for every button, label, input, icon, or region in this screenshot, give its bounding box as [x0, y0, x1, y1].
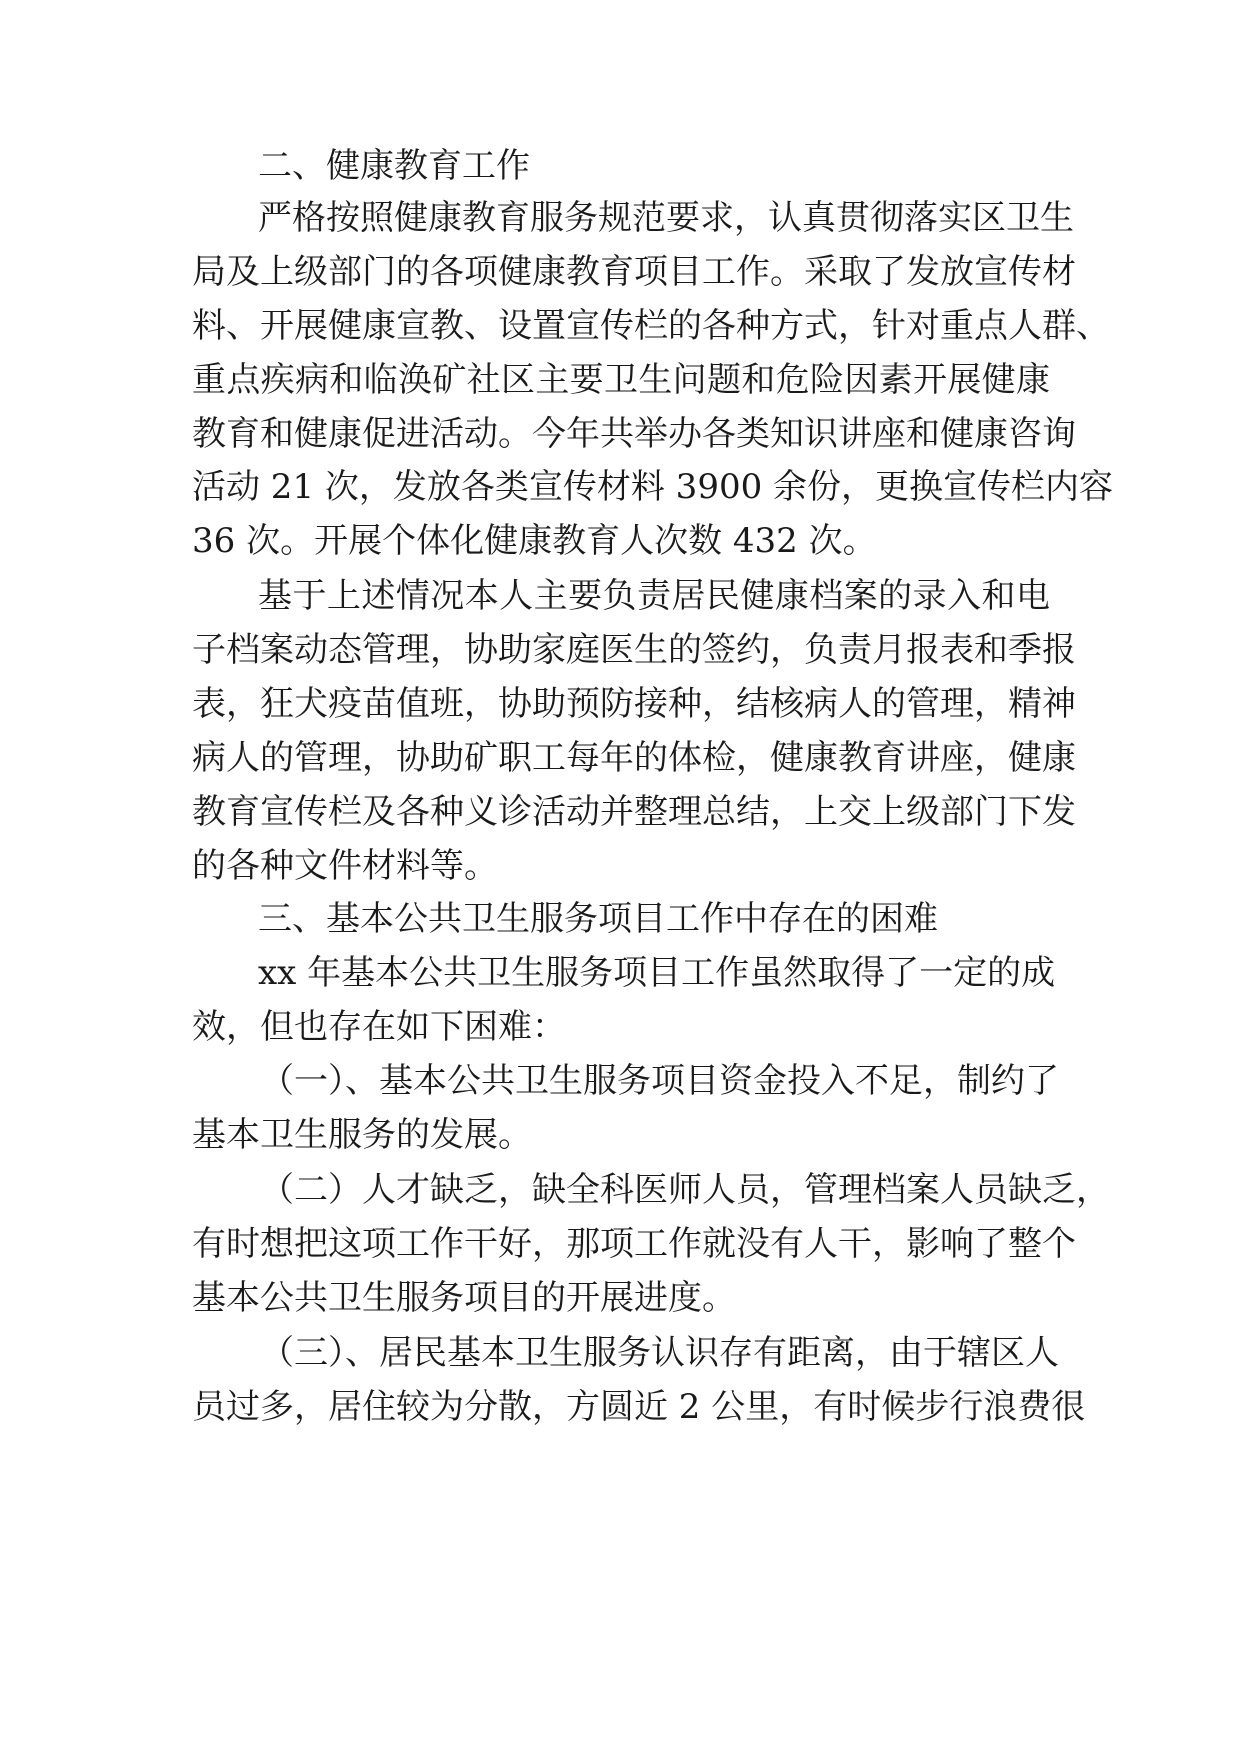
paragraph-line: 病人的管理，协助矿职工每年的体检，健康教育讲座，健康	[192, 738, 1076, 778]
paragraph-line: 重点疾病和临涣矿社区主要卫生问题和危险因素开展健康	[192, 360, 1050, 400]
paragraph-line: 员过多，居住较为分散，方圆近 2 公里，有时候步行浪费很	[192, 1387, 1086, 1427]
section-heading-difficulties: 三、基本公共卫生服务项目工作中存在的困难	[258, 899, 938, 939]
paragraph-line: （三）、居民基本卫生服务认识存有距离，由于辖区人	[260, 1333, 1059, 1373]
section-heading-health-education: 二、健康教育工作	[258, 146, 530, 186]
paragraph-line: 36 次。开展个体化健康教育人次数 432 次。	[192, 521, 877, 561]
paragraph-line: （一）、基本公共卫生服务项目资金投入不足，制约了	[260, 1061, 1059, 1101]
paragraph-line: 基本卫生服务的发展。	[192, 1115, 532, 1155]
paragraph-line: （二）人才缺乏，缺全科医师人员，管理档案人员缺乏，	[260, 1170, 1110, 1210]
paragraph-line: 有时想把这项工作干好，那项工作就没有人干，影响了整个	[192, 1224, 1076, 1264]
paragraph-line: 料、开展健康宣教、设置宣传栏的各种方式，针对重点人群、	[192, 306, 1110, 346]
paragraph-line: 活动 21 次，发放各类宣传材料 3900 余份，更换宣传栏内容	[192, 467, 1114, 507]
paragraph-line: 局及上级部门的各项健康教育项目工作。采取了发放宣传材	[192, 252, 1076, 292]
paragraph-line: 严格按照健康教育服务规范要求，认真贯彻落实区卫生	[258, 198, 1074, 238]
paragraph-line: 基本公共卫生服务项目的开展进度。	[192, 1278, 736, 1318]
paragraph-line: xx 年基本公共卫生服务项目工作虽然取得了一定的成	[258, 953, 1056, 993]
paragraph-line: 子档案动态管理，协助家庭医生的签约，负责月报表和季报	[192, 630, 1076, 670]
paragraph-line: 教育宣传栏及各种义诊活动并整理总结，上交上级部门下发	[192, 792, 1076, 832]
paragraph-line: 表，狂犬疫苗值班，协助预防接种，结核病人的管理，精神	[192, 684, 1076, 724]
paragraph-line: 的各种文件材料等。	[192, 846, 498, 886]
paragraph-line: 效，但也存在如下困难：	[192, 1007, 566, 1047]
paragraph-line: 教育和健康促进活动。今年共举办各类知识讲座和健康咨询	[192, 414, 1076, 454]
paragraph-line: 基于上述情况本人主要负责居民健康档案的录入和电	[258, 576, 1050, 616]
